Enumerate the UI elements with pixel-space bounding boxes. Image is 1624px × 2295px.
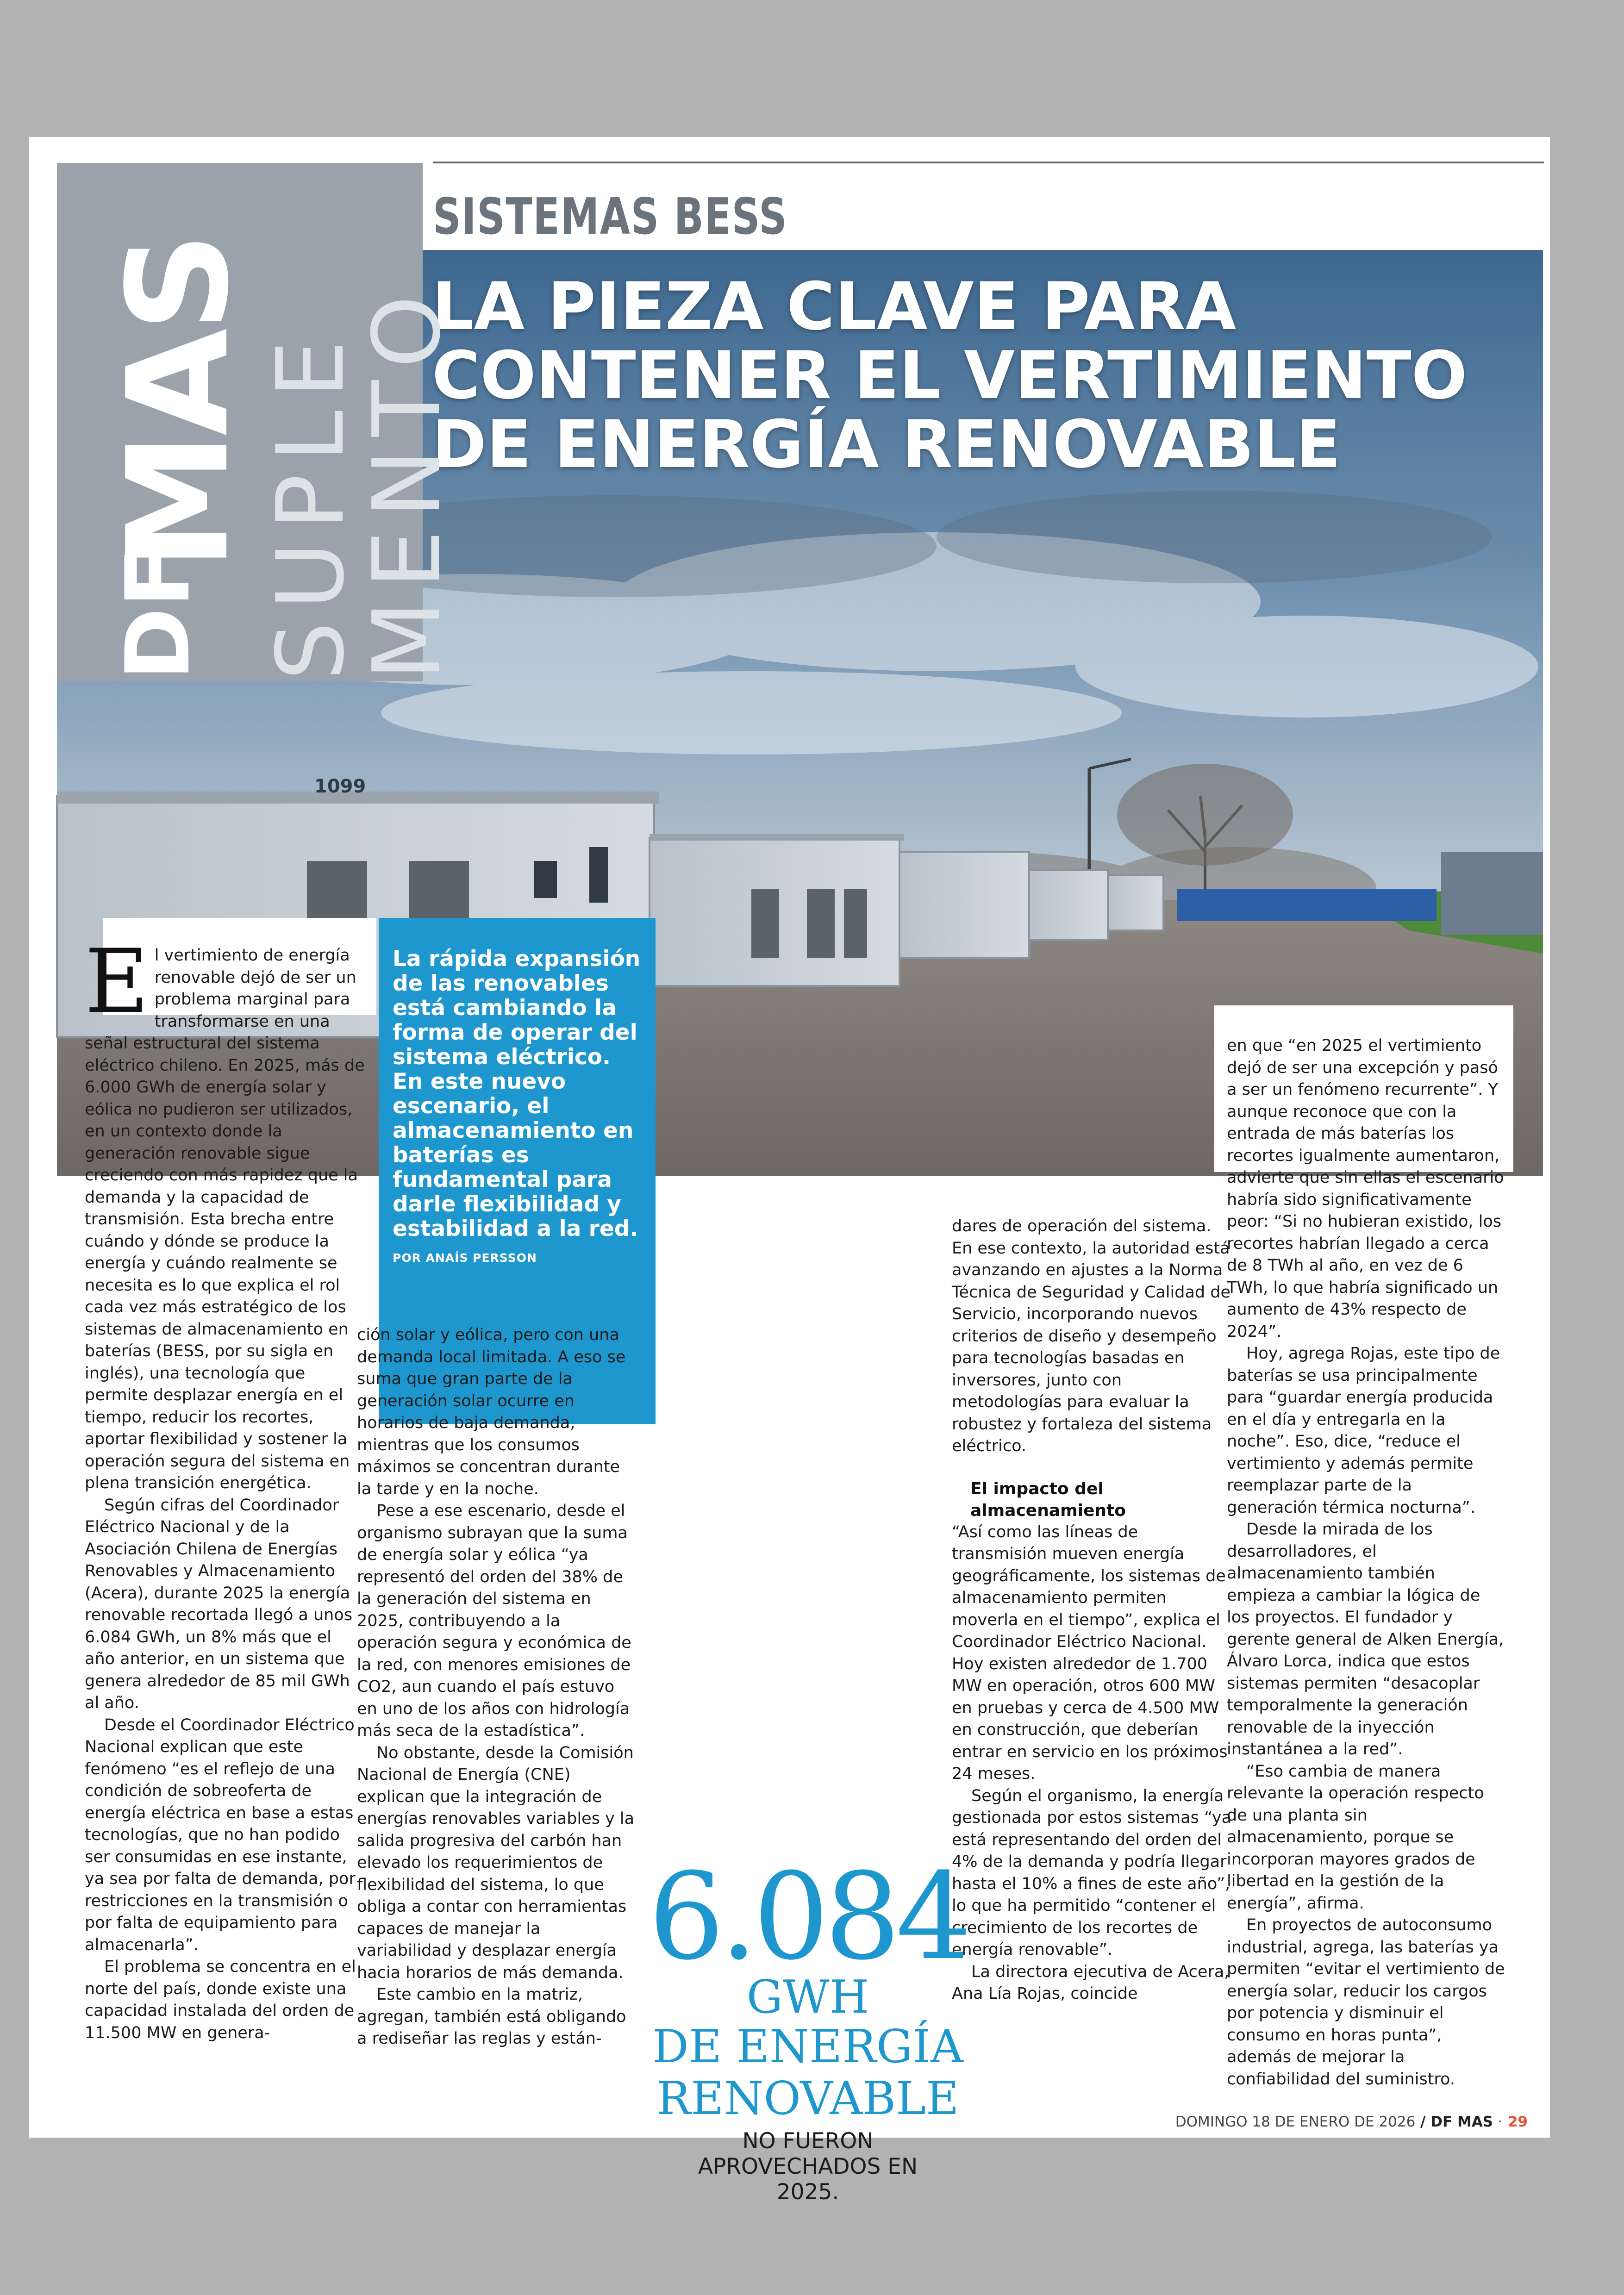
key-figure-note: NO FUERON APROVECHADOS EN 2025. [698,2128,918,2205]
column-1-paragraph: Según cifras del Coordinador Eléctrico Nacional y de la Asociación Chilena de Energías Renovables y Almacenamiento (Acera), durante 2025 la energía renovable recortada llegó a unos 6.084 GWh, un 8% más que el año anterior, en un sistema que genera alrededor de 85 mil GWh al año. [85,1496,352,1712]
page-number: 29 [1507,2114,1528,2130]
column-3-paragraph: Según el organismo, la energía gestionada por estos sistemas “ya está representando del orden del 4% de la demanda y podría llegar hasta el 10% a fines de este año”, lo que ha permitido “contener el crecimiento de los recortes de energía renovable”. [952,1786,1232,1959]
column-4-paragraph: en que “en 2025 el vertimiento dejó de ser una excepción y pasó a ser un fenómeno recurrente”. Y aunque reconoce que con la entrada de más baterías los recortes igualmente aumentaron, advierte que sin ellas el escenario habría sido significativamente peor: “Si no hubieran existido, los recortes habrían llegado a cerca de 8 TWh al año, en vez de 6 TWh, lo que habría significado un aumento de 43% respecto de 2024”. [1227,1036,1504,1341]
headline-line-2: CONTENER EL VERTIMIENTO [432,337,1468,414]
folio-date: DOMINGO 18 DE ENERO DE 2026 [1175,2114,1416,2130]
column-4-paragraph: “Eso cambia de manera relevante la operación respecto de una planta sin almacenamiento, porque se incorporan mayores grados de libertad en la gestión de la energía”, afirma. [1227,1762,1484,1913]
key-figure-label-1: DE ENERGÍA [652,2021,963,2073]
article-column-4 [1227,1035,1507,2090]
column-1-paragraph: El problema se concentra en el norte del país, donde existe una capacidad instalada del orden de 11.500 MW en genera- [85,1958,356,2042]
key-figure-label-2: RENOVABLE [656,2072,959,2125]
folio-separator: / [1415,2114,1431,2130]
byline: POR ANAÍS PERSSON [393,1251,537,1265]
logo-mento: MENTO [353,283,461,680]
key-figure-unit: GWH [746,1971,869,2024]
headline-line-3: DE ENERGÍA RENOVABLE [432,406,1341,483]
column-3-paragraph: “Así como las líneas de transmisión mueven energía geográficamente, los sistemas de almacenamiento permiten moverla en el tiempo”, explica el Coordinador Eléctrico Nacional. Hoy existen alrededor de 1.700 MW en operación, otros 600 MW en pruebas y cerca de 4.500 MW en construcción, que deberían entrar en servicio en los próximos 24 meses. [952,1522,1228,1783]
column-3-paragraph: La directora ejecutiva de Acera, Ana Lía Rojas, coincide [952,1962,1230,2003]
logo-mas: MAS [98,236,259,570]
column-2-paragraph: No obstante, desde la Comisión Nacional de Energía (CNE) explican que la integración de energías renovables variables y la salida progresiva del carbón han elevado los requerimientos de flexibilidad del sistema, lo que obliga a contar con herramientas capaces de manejar la variabilidad y desplazar energía hacia horarios de más demanda. [357,1743,635,1982]
page-folio [1175,2114,1528,2130]
container-number: 1099 [314,776,366,797]
key-figure-callout [646,1847,970,2205]
column-4-paragraph: En proyectos de autoconsumo industrial, agrega, las baterías ya permiten “evitar el vertimiento de energía solar, reducir los cargos por potencia y disminuir el consumo en horas punta”, además de mejorar la confiabilidad del suministro. [1227,1916,1505,2089]
deck-lead: La rápida expansión de las renovables está cambiando la forma de operar del sistema eléctrico. En este nuevo escenario, el almacenamiento en baterías es fundamental para darle flexibilidad y estabilidad a la red. [393,946,641,1241]
article-column-1 [85,930,365,2044]
key-figure-number: 6.084 [648,1847,968,1986]
top-rule [433,162,1544,163]
section-label: SISTEMAS BESS [433,188,788,246]
df-mas-suplemento-logo [57,163,461,681]
logo-suple: SUPLE [257,328,365,680]
column-4-paragraph: Desde la mirada de los desarrolladores, el almacenamiento también empieza a cambiar la lógica de los proyectos. El fundador y gerente general de Alken Energía, Álvaro Lorca, indica que estos sistemas permiten “desacoplar temporalmente la generación renovable de la inyección instantánea a la red”. [1227,1520,1504,1759]
subhead: El impacto del almacenamiento [970,1479,1126,1520]
column-2-paragraph: Pese a ese escenario, desde el organismo subrayan que la suma de energía solar y eólica “ya representó del orden del 38% de la generación del sistema en 2025, contribuyendo a la operación segura y económica de la red, con menores emisiones de CO2, aun cuando el país estuvo en uno de los años con hidrología más seca de la estadística”. [357,1502,631,1740]
drop-cap: E [85,930,149,1033]
column-4-paragraph: Hoy, agrega Rojas, este tipo de baterías se usa principalmente para “guardar energía producida en el día y entregarla en la noche”. Eso, dice, “reduce el vertimiento y además permite reemplazar parte de la generación térmica nocturna”. [1227,1344,1500,1517]
column-2-paragraph: Este cambio en la matriz, agregan, también está obligando a rediseñar las reglas y están- [357,1985,626,2048]
magazine-page [29,137,1550,2205]
headline [432,268,1543,483]
folio-publication: DF MAS [1430,2114,1493,2130]
column-1-paragraph: Desde el Coordinador Eléctrico Nacional explican que este fenómeno “es el reflejo de una condición de sobreoferta de energía eléctrica en base a estas tecnologías, que no han podido ser consumidas en ese instante, ya sea por falta de demanda, por restricciones en la transmisión o por falta de equipamiento para almacenarla”. [85,1715,356,1954]
column-3-paragraph: dares de operación del sistema. En ese contexto, la autoridad está avanzando en ajustes a la Norma Técnica de Seguridad y Calidad de Servicio, incorporando nuevos criterios de diseño y desempeño para tecnologías basadas en inversores, junto con metodologías para evaluar la robustez y fortaleza del sistema eléctrico. [952,1217,1231,1455]
intro-paragraph: El vertimiento de energía renovable dejó de ser un problema marginal para transformarse en una señal estructural del sistema eléctrico chileno. En 2025, más de 6.000 GWh de energía solar y eólica no pudieron ser utilizados, en un contexto donde la generación renovable sigue creciendo con más rapidez que la demanda y la capacidad de transmisión. Esta brecha entre cuándo y dónde se produce la energía y cuándo realmente se necesita es lo que explica el rol cada vez más estratégico de los sistemas de almacenamiento en baterías (BESS, por su sigla en inglés), una tecnología que permite desplazar energía en el tiempo, reducir los recortes, aportar flexibilidad y sostener la operación segura del sistema en plena transición energética. [85,930,365,1492]
article-column-3 [952,1216,1232,2005]
headline-line-1: LA PIEZA CLAVE PARA [432,268,1237,345]
article-column-2 [357,1324,637,2050]
folio-dot: · [1493,2114,1502,2130]
logo-df: DF [107,547,209,680]
column-2-paragraph: ción solar y eólica, pero con una demanda local limitada. A eso se suma que gran parte de la generación solar ocurre en horarios de baja demanda, mientras que los consumos máximos se concentran durante la tarde y en la noche. [357,1326,626,1498]
